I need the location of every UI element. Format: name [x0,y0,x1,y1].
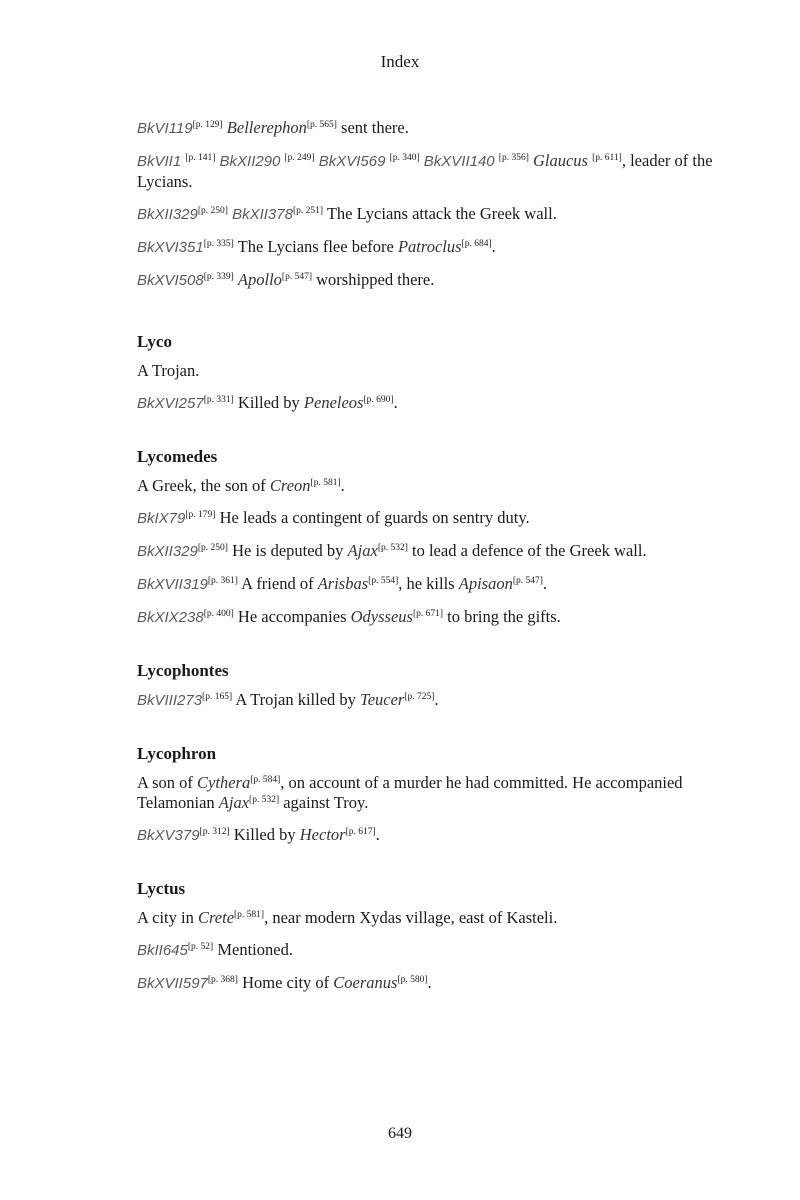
book-reference-link[interactable]: BkXV379 [137,827,200,844]
page-number: 649 [388,1125,412,1142]
entry-line [137,270,742,291]
entry-text: . [340,476,345,495]
entry-line [137,773,742,813]
entry-text: , he kills [398,574,459,593]
page-reference[interactable]: [p. 165] [202,692,233,702]
entry-text: The Lycians attack the Greek wall. [323,204,557,223]
page-reference[interactable]: [p. 547] [512,576,543,586]
entry-line [137,237,742,258]
entry-line [137,973,742,994]
entry-text: A friend of [237,574,318,593]
entry-text: He leads a contingent of guards on sentry duty. [215,508,530,527]
name-reference-link[interactable]: Patroclus [397,237,462,256]
entry-text: , leader of the Lycians. [137,151,713,191]
entry-text: He accompanies [233,607,351,626]
page-reference[interactable]: [p. 249] [284,153,315,163]
page-reference[interactable]: [p. 179] [185,510,216,520]
entry-text: to bring the gifts. [443,607,561,626]
entry-line [137,690,742,711]
page-reference[interactable]: [p. 129] [192,120,223,130]
entry-line [137,574,742,595]
entry-text: . [427,973,432,992]
entry-text: . [434,690,439,709]
name-reference-link[interactable]: Coeranus [333,973,398,992]
page-reference[interactable]: [p. 581] [310,478,341,488]
book-reference-link[interactable]: BkXII329 [137,543,198,560]
page-reference[interactable]: [p. 400] [203,609,234,619]
page-reference[interactable]: [p. 554] [368,576,399,586]
index-entry [137,331,742,414]
book-reference-link[interactable]: BkXVI508 [137,272,204,289]
name-reference-link[interactable]: Peneleos [303,393,364,412]
page-reference[interactable]: [p. 331] [203,395,234,405]
entry-line [137,940,742,961]
page-reference[interactable]: [p. 532] [377,543,408,553]
entry-text: worshipped there. [312,270,435,289]
page-reference[interactable]: [p. 547] [281,272,312,282]
name-reference-link[interactable]: Apisaon [458,574,513,593]
book-reference-link[interactable]: BkVI119 [137,120,193,137]
book-reference-link[interactable]: BkXVI257 [137,395,204,412]
page-reference[interactable]: [p. 335] [203,239,234,249]
index-entry [137,446,742,628]
name-reference-link[interactable]: Ajax [218,793,250,812]
page-reference[interactable]: [p. 361] [207,576,238,586]
entry-heading: Lycomedes [137,447,218,466]
book-reference-link[interactable]: BkXVII319 [137,576,208,593]
page-reference[interactable]: [p. 611] [592,153,622,163]
entry-line [137,541,742,562]
page-reference[interactable]: [p. 725] [404,692,435,702]
book-reference-link[interactable]: BkXII329 [137,206,198,223]
entry-text: , near modern Xydas village, east of Kasteli. [264,908,558,927]
page-header: Index [380,52,420,71]
entry-line [137,508,742,529]
index-entry [137,743,742,846]
name-reference-link[interactable]: Glaucus [532,151,588,170]
entry-text: Mentioned. [213,940,293,959]
entry-text: A Greek, the son of [137,476,270,495]
entry-text: A city in [137,908,198,927]
name-reference-link[interactable]: Apollo [237,270,282,289]
name-reference-link[interactable]: Cythera [197,773,251,792]
entry-line [137,204,742,225]
name-reference-link[interactable]: Ajax [347,541,378,560]
entry-text: . [393,393,398,412]
page-reference[interactable]: [p. 250] [197,543,228,553]
page-reference[interactable]: [p. 356] [498,153,529,163]
entry-text: Killed by [229,825,300,844]
name-reference-link[interactable]: Hector [299,825,346,844]
index-entry [137,118,742,291]
book-reference-link[interactable]: BkXVI569 [318,153,386,170]
entry-line [137,118,742,139]
entry-heading: Lyco [137,332,172,351]
entry-line [137,361,742,381]
page-reference[interactable]: [p. 312] [199,827,230,837]
book-reference-link[interactable]: BkXVII140 [423,153,495,170]
page-reference[interactable]: [p. 565] [306,120,337,130]
entry-text: Killed by [233,393,304,412]
page-reference[interactable]: [p. 671] [412,609,444,619]
page-reference[interactable]: [p. 581] [234,910,265,920]
index-content [137,118,742,1026]
name-reference-link[interactable]: Odysseus [350,607,413,626]
book-reference-link[interactable]: BkXII378 [232,206,293,223]
entry-text: A Trojan. [137,361,200,380]
book-reference-link[interactable]: BkII645 [137,942,188,959]
name-reference-link[interactable]: Crete [197,908,235,927]
entry-line [137,476,742,496]
book-reference-link[interactable]: BkXVI351 [137,239,204,256]
entry-text: sent there. [336,118,409,137]
page-reference[interactable]: [p. 141] [185,153,216,163]
name-reference-link[interactable]: Bellerephon [226,118,307,137]
index-entry [137,878,742,994]
entry-line [137,825,742,846]
entry-text: Home city of [237,973,334,992]
page-reference[interactable]: [p. 340] [389,153,420,163]
page-reference[interactable]: [p. 251] [292,206,324,216]
page-reference[interactable]: [p. 250] [197,206,228,216]
name-reference-link[interactable]: Creon [269,476,311,495]
page-reference[interactable]: [p. 532] [249,795,280,805]
book-reference-link[interactable]: BkVIII273 [137,692,203,709]
page-reference[interactable]: [p. 368] [207,975,238,985]
entry-line [137,151,742,192]
entry-line [137,908,742,928]
entry-heading: Lycophontes [137,661,229,680]
page-reference[interactable]: [p. 690] [363,395,394,405]
book-reference-link[interactable]: BkIX79 [137,510,186,527]
book-reference-link[interactable]: BkXII290 [219,153,281,170]
page-reference[interactable]: [p. 580] [397,975,428,985]
entry-text: . [375,825,380,844]
book-reference-link[interactable]: BkXVII597 [137,975,208,992]
entry-text: , on account of a murder he had committed. He accompanied Telamonian [137,773,683,812]
entry-text: against Troy. [279,793,369,812]
entry-text: A Trojan killed by [232,690,361,709]
page-reference[interactable]: [p. 52] [187,942,214,952]
entry-text: He is deputed by [227,541,348,560]
book-reference-link[interactable]: BkVII1 [137,153,182,170]
entry-line [137,607,742,628]
page-reference[interactable]: [p. 584] [250,775,281,785]
name-reference-link[interactable]: Arisbas [317,574,369,593]
entry-text: . [542,574,548,593]
entry-heading: Lycophron [137,744,217,763]
index-entry [137,660,742,711]
entry-heading: Lyctus [137,879,186,898]
entry-text: A son of [137,773,198,792]
entry-text: . [491,237,496,256]
entry-line [137,393,742,414]
entry-text: to lead a defence of the Greek wall. [407,541,647,560]
page-reference[interactable]: [p. 339] [203,272,234,282]
entry-text: The Lycians flee before [233,237,398,256]
page-reference[interactable]: [p. 684] [461,239,492,249]
page-reference[interactable]: [p. 617] [345,827,376,837]
name-reference-link[interactable]: Teucer [360,690,405,709]
book-reference-link[interactable]: BkXIX238 [137,609,204,626]
